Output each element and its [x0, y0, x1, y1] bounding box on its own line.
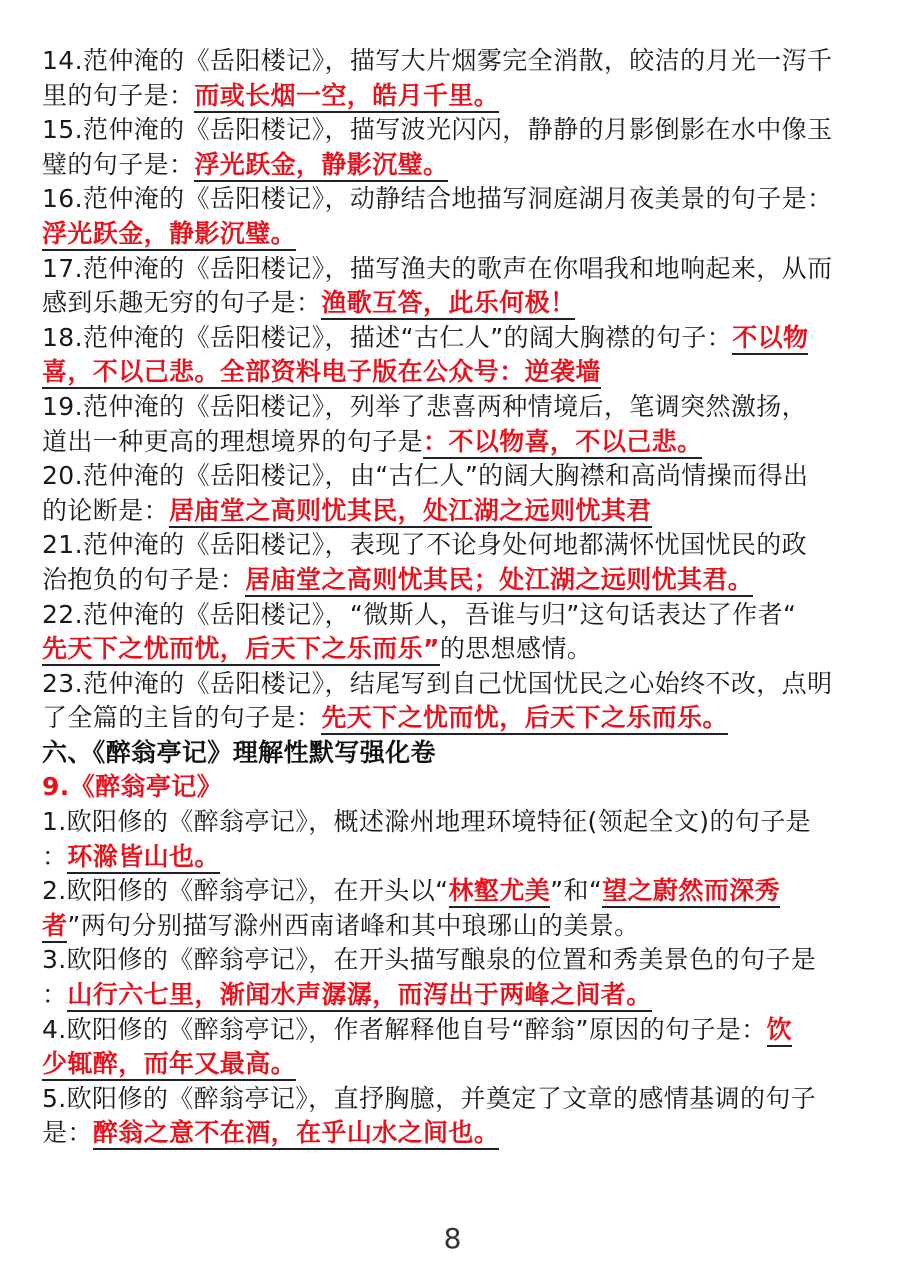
question-21: 21.范仲淹的《岳阳楼记》，表现了不论身处何地都满怀忧国忧民的政 [42, 530, 808, 560]
answer-2-b: 望之蔚然而深秀 [602, 876, 780, 908]
answer-18-b: 喜，不以己悲。全部资料电子版在公众号：逆袭墙 [42, 357, 601, 389]
answer-2-a: 林壑尤美 [449, 876, 551, 908]
document-body: 14.范仲淹的《岳阳楼记》，描写大片烟雾完全消散，皎洁的月光一泻千 里的句子是：而或长烟一空，皓月千里。 15.范仲淹的《岳阳楼记》，描写波光闪闪，静静的月影倒影在水中像玉 璧的句子是：浮光跃金，静影沉璧。 16.范仲淹的《岳阳楼记》，动静结合地描写洞庭湖月夜美景的句子是： 浮光跃金，静影沉璧。 17.范仲淹的《岳阳楼记》，描写渔夫的歌声在你唱我和地响起来，从而 感到乐趣无穷的句子是：渔歌互答，此乐何极！ 18.范仲淹的《岳阳楼记》，描述“古仁人”的阔大胸襟的句子：不以物 喜，不以己悲。全部资料电子版在公众号：逆袭墙 19.范仲淹的《岳阳楼记》，列举了悲喜两种情境后，笔调突然激扬， 道出一种更高的理想境界的句子是：不以物喜，不以己悲。 20.范仲淹的《岳阳楼记》，由“古仁人”的阔大胸襟和高尚情操而得出 的论断是：居庙堂之高则忧其民，处江湖之远则忧其君 21.范仲淹的《岳阳楼记》，表现了不论身处何地都满怀忧国忧民的政 治抱负的句子是：居庙堂之高则忧其民；处江湖之远则忧其君。 22.范仲淹的《岳阳楼记》，“微斯人，吾谁与归”这句话表达了作者“ 先天下之忧而忧，后天下之乐而乐”的思想感情。 23.范仲淹的《岳阳楼记》，结尾写到自己忧国忧民之心始终不改，点明 了全篇的主旨的句子是：先天下之忧而忧，后天下之乐而乐。 六、《醉翁亭记》理解性默写强化卷 9.《醉翁亭记》 1.欧阳修的《醉翁亭记》，概述滁州地理环境特征(领起全文)的句子是 ：环滁皆山也。 2.欧阳修的《醉翁亭记》，在开头以“林壑尤美”和“望之蔚然而深秀 者”两句分别描写滁州西南诸峰和其中琅琊山的美景。 3.欧阳修的《醉翁亭记》，在开头描写酿泉的位置和秀美景色的句子是 ：山行六七里，渐闻水声潺潺，而泻出于两峰之间者。 4.欧阳修的《醉翁亭记》，作者解释他自号“醉翁”原因的句子是：饮 少辄醉，而年又最高。 5.欧阳修的《醉翁亭记》，直抒胸臆，并奠定了文章的感情基调的句子 是：醉翁之意不在酒，在乎山水之间也。 [42, 44, 865, 1151]
answer-17: 渔歌互答，此乐何极！ [321, 288, 575, 320]
question-15: 15.范仲淹的《岳阳楼记》，描写波光闪闪，静静的月影倒影在水中像玉 [42, 115, 833, 145]
question-4: 4.欧阳修的《醉翁亭记》，作者解释他自号“醉翁”原因的句子是：饮 [42, 1013, 865, 1048]
answer-5: 醉翁之意不在酒，在乎山水之间也。 [93, 1118, 499, 1150]
answer-1: 环滁皆山也。 [67, 842, 219, 874]
answer-4-a: 饮 [767, 1015, 792, 1047]
answer-4-b: 少辄醉，而年又最高。 [42, 1049, 296, 1081]
question-19: 19.范仲淹的《岳阳楼记》，列举了悲喜两种情境后，笔调突然激扬， [42, 391, 808, 421]
answer-18-a: 不以物 [732, 323, 808, 355]
section-title: 六、《醉翁亭记》理解性默写强化卷 [42, 737, 436, 767]
question-23: 23.范仲淹的《岳阳楼记》，结尾写到自己忧国忧民之心始终不改，点明 [42, 668, 833, 698]
question-16: 16.范仲淹的《岳阳楼记》，动静结合地描写洞庭湖月夜美景的句子是： [42, 184, 833, 214]
answer-23: 先天下之忧而忧，后天下之乐而乐。 [321, 703, 727, 735]
question-14: 14.范仲淹的《岳阳楼记》，描写大片烟雾完全消散，皎洁的月光一泻千 [42, 46, 833, 75]
answer-20: 居庙堂之高则忧其民，处江湖之远则忧其君 [169, 496, 652, 528]
answer-21: 居庙堂之高则忧其民；处江湖之远则忧其君。 [245, 565, 753, 597]
answer-14: 而或长烟一空，皓月千里。 [194, 81, 499, 113]
answer-15: 浮光跃金，静影沉璧。 [194, 150, 448, 182]
question-2: 2.欧阳修的《醉翁亭记》，在开头以“林壑尤美”和“望之蔚然而深秀 [42, 874, 865, 909]
question-22: 22.范仲淹的《岳阳楼记》，“微斯人，吾谁与归”这句话表达了作者“ [42, 599, 797, 629]
answer-19: ：不以物喜，不以己悲。 [423, 427, 702, 459]
question-5: 5.欧阳修的《醉翁亭记》，直抒胸臆，并奠定了文章的感情基调的句子 [42, 1083, 817, 1113]
answer-22: 先天下之忧而忧，后天下之乐而乐” [42, 634, 440, 666]
question-20: 20.范仲淹的《岳阳楼记》，由“古仁人”的阔大胸襟和高尚情操而得出 [42, 461, 809, 491]
answer-2-c: 者 [42, 911, 67, 943]
answer-16: 浮光跃金，静影沉璧。 [42, 219, 296, 251]
sub-title: 9.《醉翁亭记》 [42, 772, 223, 802]
answer-3: 山行六七里，渐闻水声潺潺，而泻出于两峰之间者。 [67, 980, 651, 1012]
question-1: 1.欧阳修的《醉翁亭记》，概述滁州地理环境特征(领起全文)的句子是 [42, 807, 812, 837]
question-3: 3.欧阳修的《醉翁亭记》，在开头描写酿泉的位置和秀美景色的句子是 [42, 945, 817, 975]
question-17: 17.范仲淹的《岳阳楼记》，描写渔夫的歌声在你唱我和地响起来，从而 [42, 253, 833, 283]
page-number: 8 [443, 1222, 462, 1255]
question-18: 18.范仲淹的《岳阳楼记》，描述“古仁人”的阔大胸襟的句子：不以物 [42, 321, 865, 356]
